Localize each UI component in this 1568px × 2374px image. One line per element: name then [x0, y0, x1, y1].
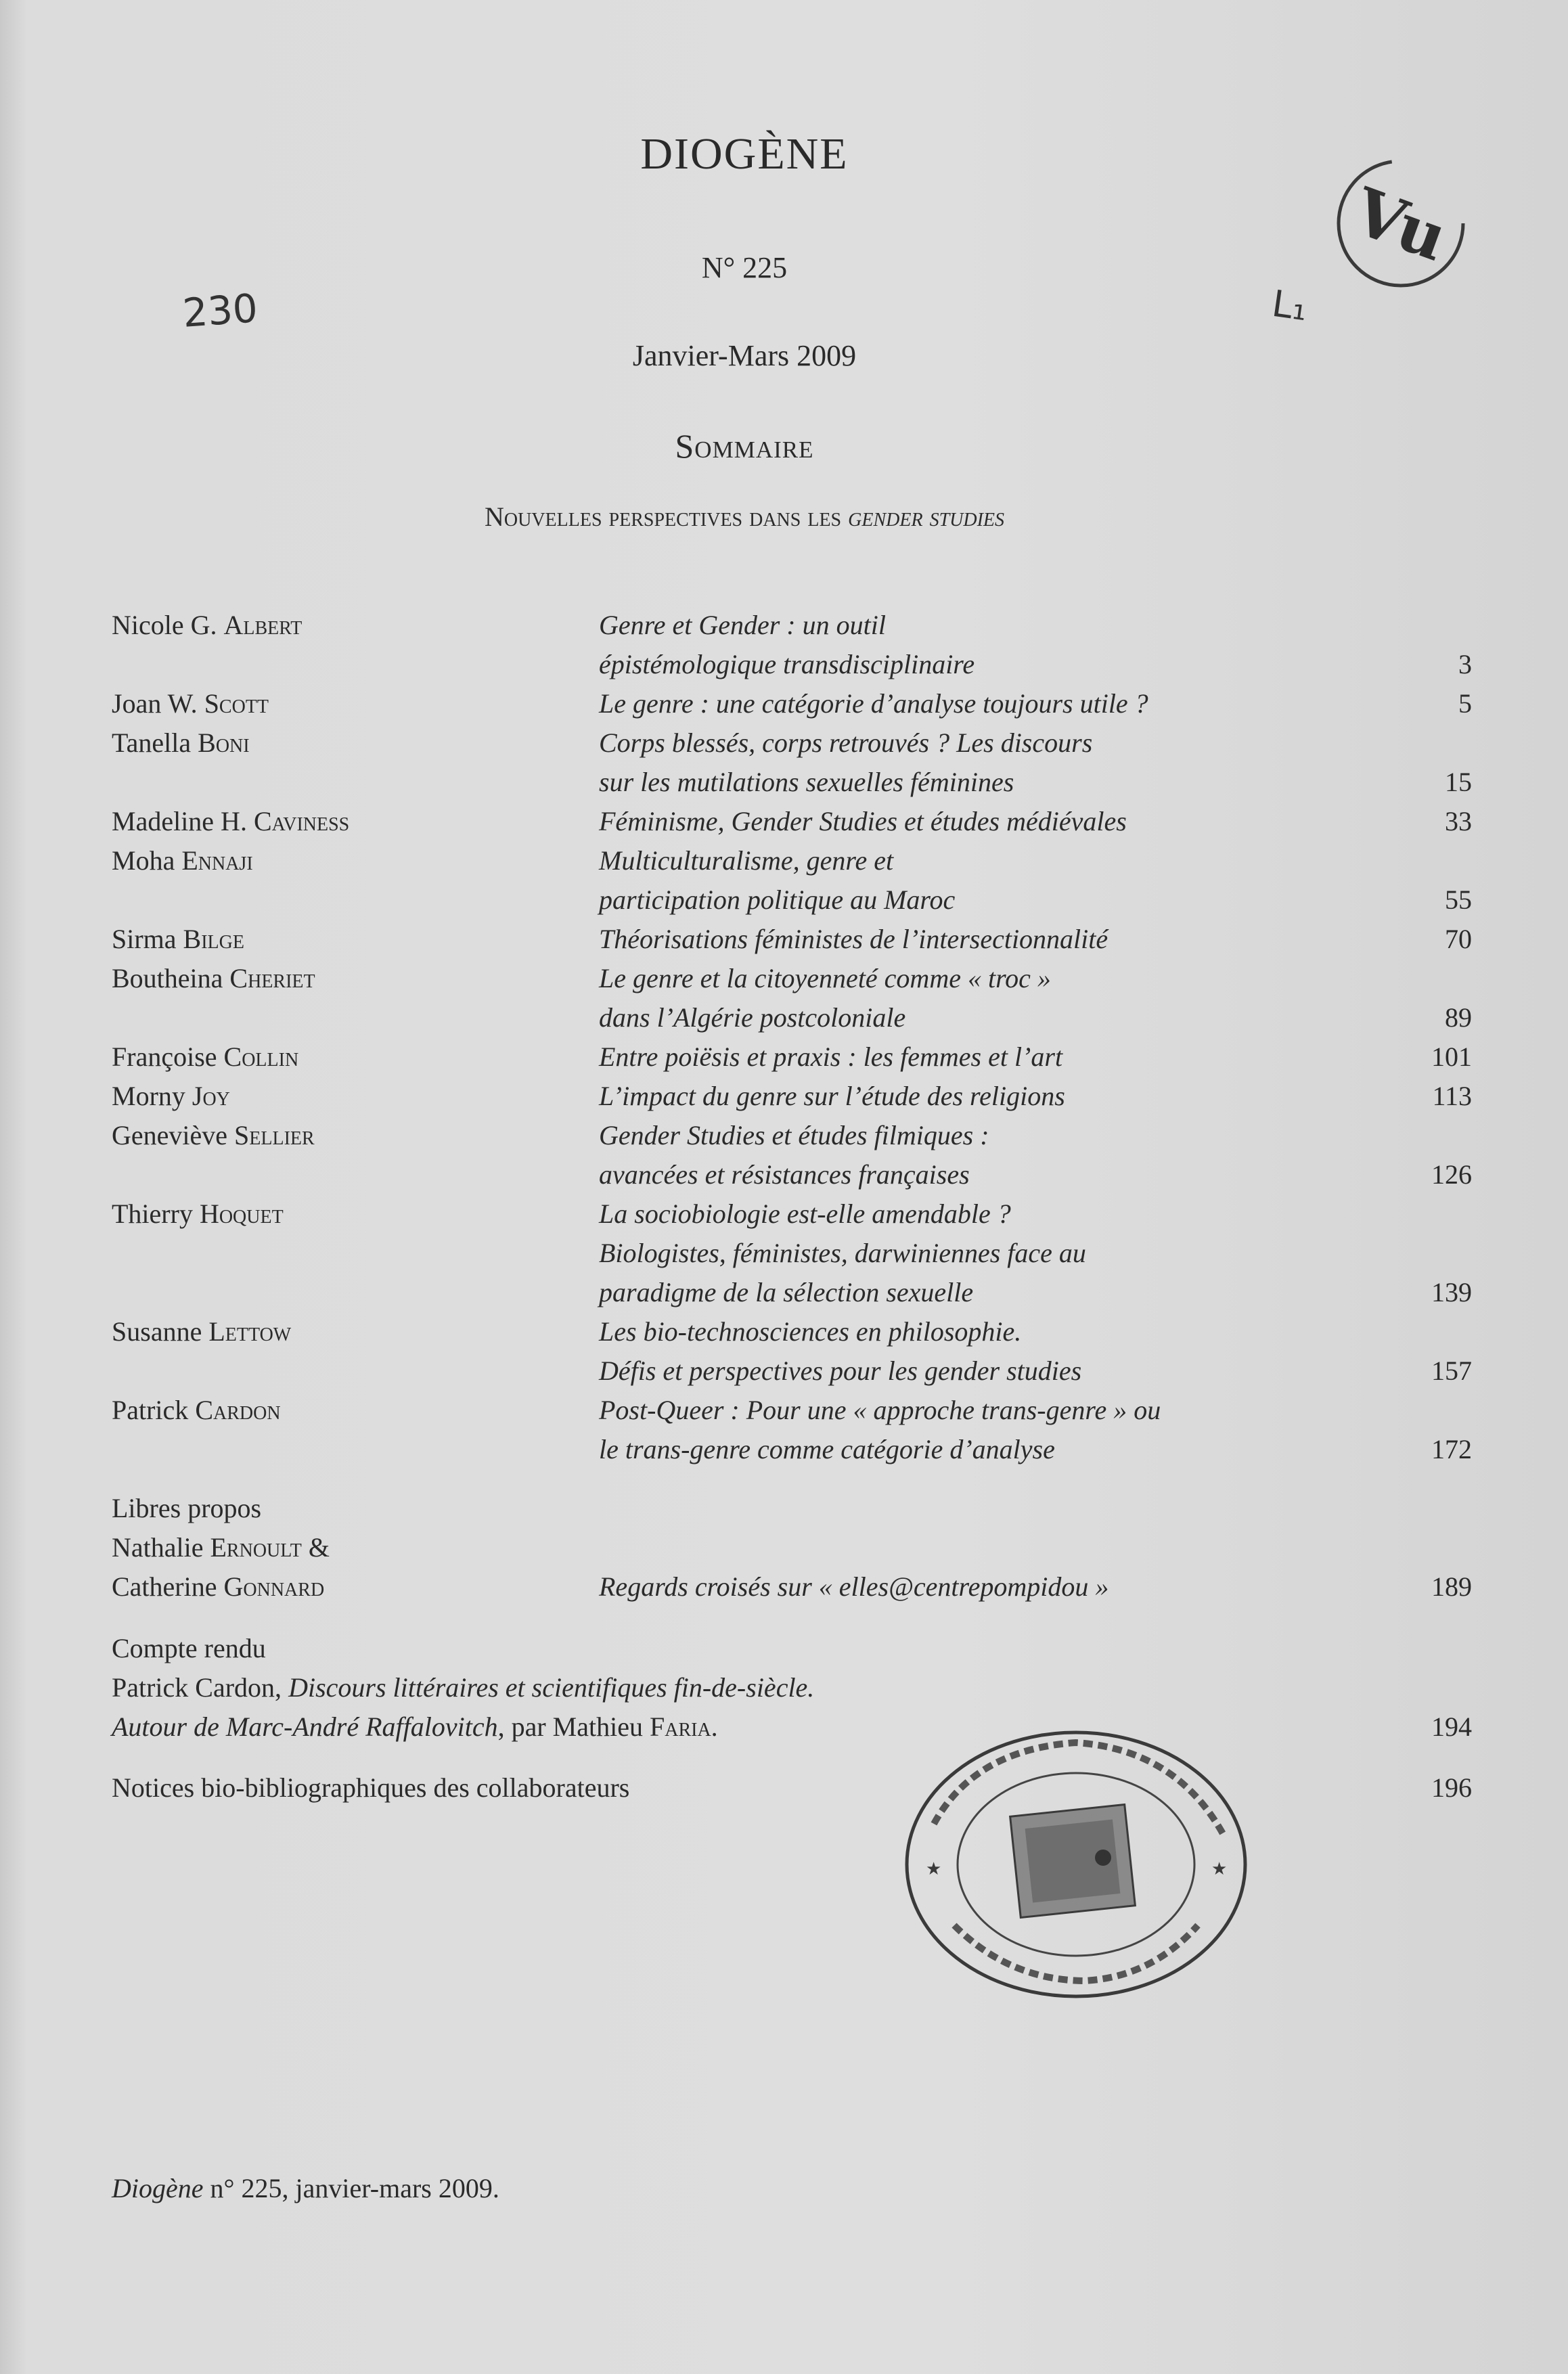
journal-title: DIOGÈNE — [640, 129, 849, 179]
author-first: Nathalie — [112, 1532, 210, 1563]
author-first: Catherine — [112, 1571, 224, 1602]
author-last: Gonnard — [223, 1571, 325, 1602]
author-last: Caviness — [253, 806, 350, 836]
period: . — [711, 1711, 718, 1742]
toc-title-line: épistémologique transdisciplinaire — [599, 649, 975, 679]
libres-propos-author-1 — [112, 1531, 330, 1563]
toc-author — [112, 1194, 284, 1234]
toc-page-number: 33 — [1445, 806, 1472, 836]
toc-author — [112, 1116, 315, 1155]
toc-row — [112, 1312, 1472, 1351]
toc-title-line: Genre et Gender : un outil — [599, 610, 886, 640]
toc-page-number: 15 — [1445, 767, 1472, 797]
toc-row — [112, 1194, 1472, 1234]
review-by: , par Mathieu — [497, 1711, 650, 1742]
toc-author — [112, 802, 349, 841]
toc-author — [112, 1077, 230, 1116]
toc-title-line: Entre poiësis et praxis : les femmes et l’art — [599, 1042, 1063, 1072]
toc-title-line: Multiculturalisme, genre et — [599, 845, 894, 876]
toc-title-line: Les bio-technosciences en philosophie. — [599, 1316, 1022, 1347]
toc-title-line: sur les mutilations sexuelles féminines — [599, 767, 1014, 797]
libres-propos-page: 189 — [1431, 1571, 1472, 1602]
toc-page-number: 3 — [1458, 649, 1472, 679]
toc-title-line: Féminisme, Gender Studies et études médiévales — [599, 806, 1127, 836]
toc-page-number: 89 — [1445, 1002, 1472, 1033]
toc-title-line: Théorisations féministes de l’intersectionnalité — [599, 924, 1108, 954]
author-first: Joan W. — [112, 688, 204, 719]
toc-row — [112, 802, 1472, 841]
toc-title-line: Corps blessés, corps retrouvés ? Les discours — [599, 727, 1093, 758]
review-author: Patrick Cardon, — [112, 1672, 289, 1703]
author-last: Hoquet — [199, 1199, 284, 1229]
author-first: Patrick — [112, 1395, 196, 1425]
toc-row — [112, 1391, 1472, 1430]
toc-row — [112, 723, 1472, 763]
toc-page-number: 172 — [1431, 1434, 1472, 1464]
author-last: Boni — [198, 727, 250, 758]
ampersand: & — [301, 1532, 330, 1563]
toc-page-number: 139 — [1431, 1277, 1472, 1307]
author-first: Françoise — [112, 1042, 224, 1072]
toc-title-line: Gender Studies et études filmiques : — [599, 1120, 989, 1150]
toc-row — [112, 684, 1472, 723]
libres-propos-label: Libres propos — [112, 1493, 262, 1523]
toc-title-line: L’impact du genre sur l’étude des religions — [599, 1081, 1065, 1111]
article-title: Regards croisés sur « elles@centrepompidou » — [599, 1571, 1109, 1602]
author-first: Thierry — [112, 1199, 200, 1229]
toc-page-number: 126 — [1431, 1159, 1472, 1190]
toc-row — [112, 606, 1472, 645]
libres-propos-author-2 — [112, 1571, 324, 1603]
author-first: Geneviève — [112, 1120, 235, 1150]
toc-row — [112, 841, 1472, 880]
toc-author — [112, 723, 250, 763]
compte-rendu-page: 194 — [1431, 1711, 1472, 1742]
toc-page-number: 113 — [1432, 1081, 1472, 1111]
toc-title-line: participation politique au Maroc — [599, 884, 956, 915]
author-last: Cardon — [195, 1395, 281, 1425]
author-last: Scott — [204, 688, 269, 719]
toc-row — [112, 998, 1472, 1037]
toc-title-line: Défis et perspectives pour les gender studies — [599, 1356, 1082, 1386]
toc-page-number: 157 — [1431, 1356, 1472, 1386]
author-first: Susanne — [112, 1316, 209, 1347]
toc-title-line: le trans-genre comme catégorie d’analyse — [599, 1434, 1055, 1464]
toc-row — [112, 1155, 1472, 1194]
toc-row — [112, 1273, 1472, 1312]
author-last: Collin — [223, 1042, 299, 1072]
toc-row — [112, 1351, 1472, 1391]
author-first: Tanella — [112, 727, 198, 758]
toc-title-line: La sociobiologie est-elle amendable ? — [599, 1199, 1011, 1229]
toc-author — [112, 1312, 291, 1351]
toc-title-line: paradigme de la sélection sexuelle — [599, 1277, 974, 1307]
review-book-subtitle: Autour de Marc-André Raffalovitch — [112, 1711, 498, 1742]
toc-title-line: dans l’Algérie postcoloniale — [599, 1002, 906, 1033]
author-last: Joy — [192, 1081, 230, 1111]
notices-page: 196 — [1431, 1772, 1472, 1803]
author-last: Bilge — [183, 924, 244, 954]
footer-journal: Diogène — [112, 2173, 204, 2203]
theme-heading — [0, 501, 1489, 533]
compte-rendu-line-2 — [112, 1711, 718, 1743]
notices-text: Notices bio-bibliographiques des collaborateurs — [112, 1772, 630, 1803]
toc-author — [112, 1391, 281, 1430]
footer — [112, 2172, 499, 2204]
toc-row — [112, 1430, 1472, 1469]
toc-author — [112, 1037, 298, 1077]
author-first: Nicole G. — [112, 610, 224, 640]
author-last: Cheriet — [229, 963, 315, 993]
author-last: Ennaji — [181, 845, 253, 876]
toc-author — [112, 920, 244, 959]
issue-date: Janvier-Mars 2009 — [632, 339, 857, 372]
footer-issue: n° 225, janvier-mars 2009. — [203, 2173, 499, 2203]
toc-title-line: Le genre et la citoyenneté comme « troc » — [599, 963, 1051, 993]
author-first: Sirma — [112, 924, 183, 954]
vu-stamp — [1320, 152, 1482, 294]
compte-rendu-line-1 — [112, 1672, 814, 1703]
vu-stamp-text: Vu — [1343, 173, 1457, 276]
toc-author — [112, 606, 302, 645]
author-last: Albert — [223, 610, 303, 640]
toc-author — [112, 959, 315, 998]
author-first: Madeline H. — [112, 806, 254, 836]
toc-page-number: 55 — [1445, 884, 1472, 915]
toc-page-number: 5 — [1458, 688, 1472, 719]
author-last: Sellier — [234, 1120, 315, 1150]
toc-row — [112, 763, 1472, 802]
theme-text: Nouvelles perspectives dans les — [484, 501, 849, 532]
toc-row — [112, 880, 1472, 920]
toc-row — [112, 1077, 1472, 1116]
toc-row — [112, 1037, 1472, 1077]
toc-title-line: Post-Queer : Pour une « approche trans-genre » ou — [599, 1395, 1161, 1425]
svg-text:★: ★ — [926, 1859, 942, 1879]
review-book-title: Discours littéraires et scientifiques fin-de-siècle. — [288, 1672, 815, 1703]
author-last: Lettow — [208, 1316, 292, 1347]
toc-row — [112, 920, 1472, 959]
toc-author — [112, 684, 269, 723]
toc-row — [112, 645, 1472, 684]
toc-page-number: 101 — [1431, 1042, 1472, 1072]
handwritten-note-left: 230 — [181, 285, 259, 336]
issue-number: N° 225 — [701, 251, 788, 284]
summary-heading: Sommaire — [675, 427, 814, 465]
toc-page-number: 70 — [1445, 924, 1472, 954]
compte-rendu-label: Compte rendu — [112, 1633, 266, 1663]
author-first: Moha — [112, 845, 182, 876]
theme-italic: gender studies — [848, 501, 1005, 532]
table-of-contents — [112, 606, 1472, 1469]
toc-author — [112, 841, 253, 880]
svg-text:★: ★ — [1211, 1859, 1228, 1879]
handwritten-note-right: L₁ — [1269, 282, 1310, 330]
author-first: Morny — [112, 1081, 192, 1111]
author-last: Ernoult — [210, 1532, 302, 1563]
toc-row — [112, 1116, 1472, 1155]
toc-row — [112, 959, 1472, 998]
libres-propos-title — [599, 1571, 1108, 1603]
toc-row — [112, 1234, 1472, 1273]
toc-title-line: Le genre : une catégorie d’analyse toujours utile ? — [599, 688, 1148, 719]
reviewer-last: Faria — [649, 1711, 711, 1742]
toc-title-line: avancées et résistances françaises — [599, 1159, 970, 1190]
library-seal — [893, 1722, 1259, 2007]
author-first: Boutheina — [112, 963, 230, 993]
toc-title-line: Biologistes, féministes, darwiniennes face au — [599, 1238, 1086, 1268]
